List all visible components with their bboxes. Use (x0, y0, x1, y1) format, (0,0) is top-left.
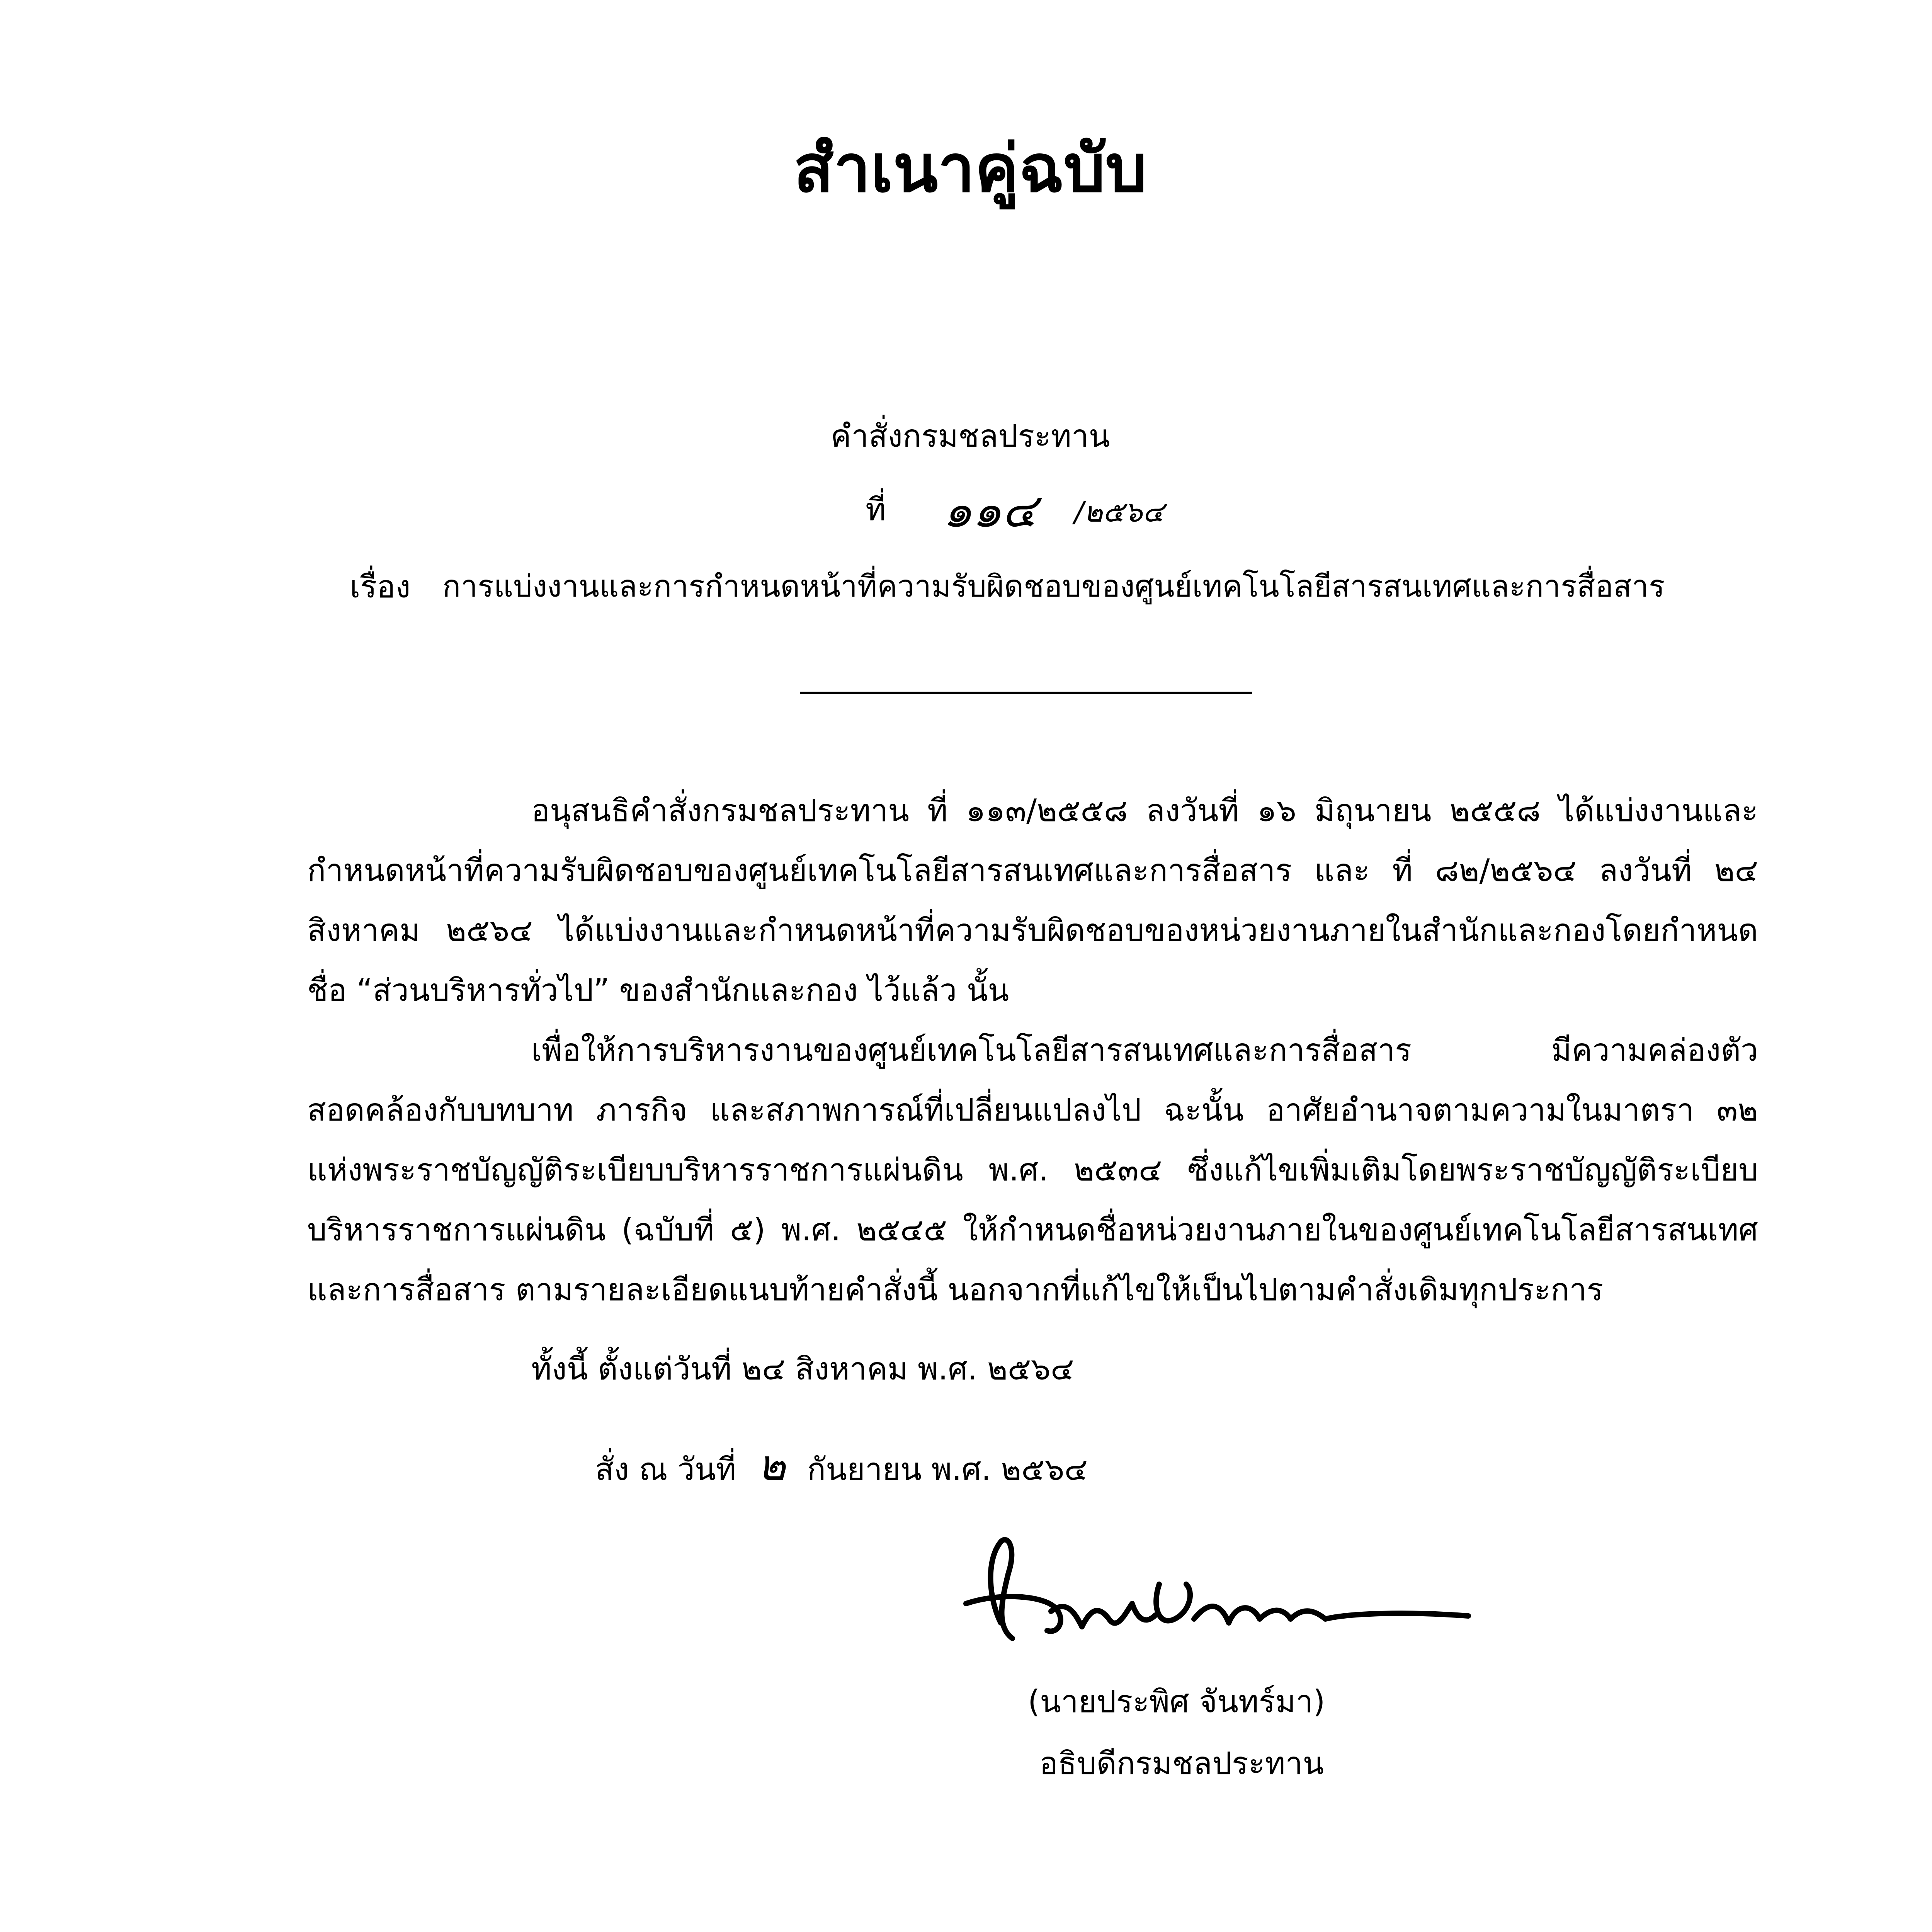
given-date-day-handwritten: ๒ (757, 1440, 786, 1490)
given-date-month-year: กันยายน พ.ศ. ๒๕๖๔ (807, 1451, 1088, 1487)
signer-name: (นายประพิศ จันทร์มา) (1028, 1684, 1325, 1719)
given-date-prefix: สั่ง ณ วันที่ (595, 1451, 736, 1487)
order-number-year: /๒๕๖๔ (1074, 495, 1164, 529)
subject-text: การแบ่งงานและการกำหนดหน้าที่ความรับผิดชอบของศูนย์เทคโนโลยีสารสนเทศและการสื่อสาร (442, 569, 1665, 604)
subject-label: เรื่อง (350, 569, 411, 605)
order-heading: คำสั่งกรมชลประทาน (830, 418, 1110, 454)
order-number-handwritten: ๑๑๔ (943, 484, 1037, 538)
body-paragraph-2: เพื่อให้การบริหารงานของศูนย์เทคโนโลยีสารสนเทศและการสื่อสาร มีความคล่องตัวสอดคล้องกับบทบาท ภารกิจ และสภาพการณ์ที่เปลี่ยนแปลงไป ฉะนั้น อาศัยอำนาจตามความในมาตรา ๓๒ แห่งพระราชบัญญัติระเบียบบริหารราชการแผ่นดิน พ.ศ. ๒๕๓๔ ซึ่งแก้ไขเพิ่มเติมโดยพระราชบัญญัติระเบียบบริหารราชการแผ่นดิน (ฉบับที่ ๕) พ.ศ. ๒๕๔๕ ให้กำหนดชื่อหน่วยงานภายในของศูนย์เทคโนโลยีสารสนเทศและการสื่อสาร ตามรายละเอียดแนบท้ายคำสั่งนี้ นอกจากที่แก้ไขให้เป็นไปตามคำสั่งเดิมทุกประการ (307, 1032, 1758, 1308)
given-date-line (595, 1432, 1088, 1499)
body-paragraph-1: อนุสนธิคำสั่งกรมชลประทาน ที่ ๑๑๓/๒๕๕๘ ลงวันที่ ๑๖ มิถุนายน ๒๕๕๘ ได้แบ่งงานและกำหนดหน้าที่ความรับผิดชอบของศูนย์เทคโนโลยีสารสนเทศและการสื่อสาร และ ที่ ๘๒/๒๕๖๔ ลงวันที่ ๒๔ สิงหาคม ๒๕๖๔ ได้แบ่งงานและกำหนดหน้าที่ความรับผิดชอบของหน่วยงานภายในสำนักและกองโดยกำหนดชื่อ “ส่วนบริหารทั่วไป” ของสำนักและกอง ไว้แล้ว นั้น (307, 793, 1758, 1008)
director-general-signature (943, 1526, 1476, 1654)
heading-divider-line (800, 692, 1252, 694)
signer-title: อธิบดีกรมชลประทาน (1039, 1745, 1324, 1781)
document-stamp-title: สำเนาคู่ฉบับ (793, 131, 1147, 207)
body-paragraph-3: ทั้งนี้ ตั้งแต่วันที่ ๒๔ สิงหาคม พ.ศ. ๒๕๖๔ (531, 1351, 1074, 1387)
order-number-label: ที่ (866, 492, 886, 527)
